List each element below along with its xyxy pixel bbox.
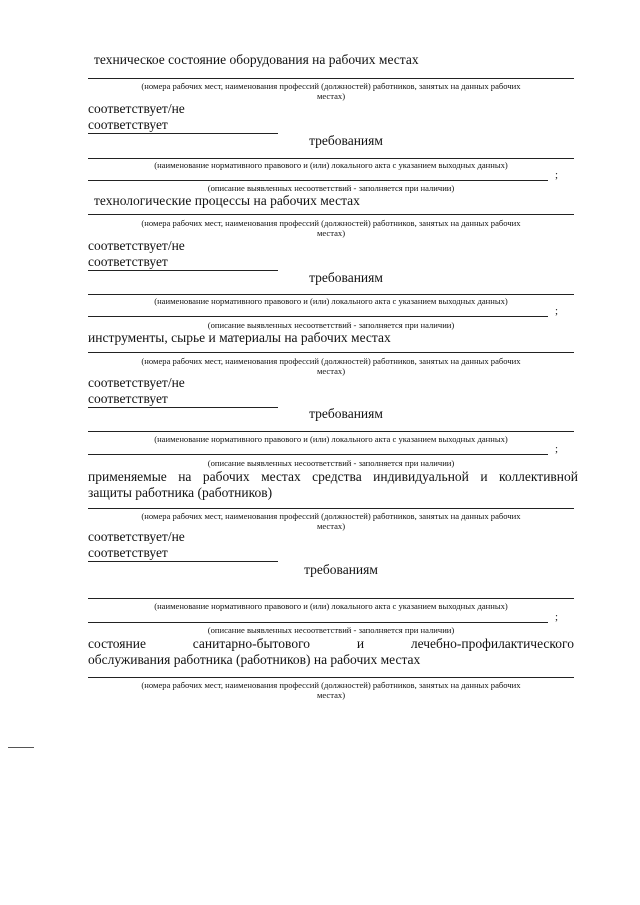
compliance-text <box>88 529 574 562</box>
act-line[interactable] <box>88 431 574 432</box>
form-page: техническое состояние оборудования на рабочих местах (номера рабочих мест, наименования профессий (должностей) работников, занятых на данных рабочих местах) соответствует/не соответствует требованиям (наименование нормативного правового и (или) локального акта с указанием выходных данных) ; (описание выявленных несоответствий - заполняется при наличии) технологические процессы на рабочих местах (номера рабочих мест, наименования профессий (должностей) работников, занятых на данных рабочих местах) соответствует/не соответствует требованиям (наименование нормативного правового и (или) локального акта с указанием выходных данных) ; (описание выявленных несоответствий - заполняется при наличии) инструменты, сырье и материалы на рабочих местах (номера рабочих мест, наименования профессий (должностей) работников, занятых на данных рабочих местах) соответствует/не соответствует требованиям (наименование нормативного правового и (или) локального акта с указанием выходных данных) ; (описание выявленных несоответствий - заполняется при наличии) применяемые на рабочих местах средства индивидуальной и коллективной защиты работника (работников) (номера рабочих мест, наименования профессий (должностей) работников, занятых на данных рабочих местах) соответствует/не соответствует требованиям (наименование нормативного правового и (или) локального акта с указанием выходных данных) ; (описание выявленных несоответствий - заполняется при наличии) состояние санитарно-бытового и лечебно-профилактического обслуживания работника (работников) на рабочих местах (номера рабочих мест, наименования профессий (должностей) работников, занятых на данных рабочих местах) <box>0 0 640 905</box>
compliance-text <box>88 101 574 134</box>
workplaces-line[interactable] <box>88 352 574 353</box>
compliance-text <box>88 375 574 408</box>
section-heading-line1: применяемые на рабочих местах средства индивидуальной и коллективной <box>88 469 578 484</box>
discrepancy-line[interactable] <box>88 180 548 181</box>
discrepancy-caption: (описание выявленных несоответствий - заполняется при наличии) <box>207 320 455 330</box>
compliance-line2: соответствует <box>88 391 278 408</box>
section-equipment <box>88 52 574 68</box>
workplaces-caption: (номера рабочих мест, наименования профессий (должностей) работников, занятых на данных рабочих местах) <box>141 218 521 238</box>
section-protection <box>88 469 578 501</box>
section-heading-line1: состояние санитарно-бытового и лечебно-профилактического <box>88 636 574 651</box>
workplaces-caption: (номера рабочих мест, наименования профессий (должностей) работников, занятых на данных рабочих местах) <box>141 81 521 101</box>
act-caption: (наименование нормативного правового и (или) локального акта с указанием выходных данных) <box>154 296 508 306</box>
compliance-line1: соответствует/не <box>88 529 185 544</box>
compliance-line1: соответствует/не <box>88 238 185 253</box>
act-line[interactable] <box>88 598 574 599</box>
act-line[interactable] <box>88 294 574 295</box>
compliance-line2: соответствует <box>88 117 278 134</box>
compliance-line1: соответствует/не <box>88 375 185 390</box>
section-heading-line2: обслуживания работника (работников) на рабочих местах <box>88 652 421 667</box>
compliance-text <box>88 238 574 271</box>
discrepancy-line[interactable] <box>88 454 548 455</box>
workplaces-caption: (номера рабочих мест, наименования профессий (должностей) работников, занятых на данных рабочих местах) <box>141 680 521 700</box>
section-processes <box>88 193 574 209</box>
workplaces-line[interactable] <box>88 214 574 215</box>
workplaces-line[interactable] <box>88 508 574 509</box>
act-caption: (наименование нормативного правового и (или) локального акта с указанием выходных данных) <box>154 160 508 170</box>
workplaces-caption: (номера рабочих мест, наименования профессий (должностей) работников, занятых на данных рабочих местах) <box>141 511 521 531</box>
section-heading: технологические процессы на рабочих местах <box>94 193 360 208</box>
compliance-line2: соответствует <box>88 545 278 562</box>
section-heading-line2: защиты работника (работников) <box>88 485 273 500</box>
discrepancy-line[interactable] <box>88 622 548 623</box>
discrepancy-caption: (описание выявленных несоответствий - заполняется при наличии) <box>207 183 455 193</box>
compliance-line1: соответствует/не <box>88 101 185 116</box>
section-heading: техническое состояние оборудования на рабочих местах <box>94 52 419 67</box>
section-materials <box>88 330 574 346</box>
margin-mark <box>8 747 34 748</box>
discrepancy-line[interactable] <box>88 316 548 317</box>
discrepancy-caption: (описание выявленных несоответствий - заполняется при наличии) <box>207 458 455 468</box>
workplaces-line[interactable] <box>88 78 574 79</box>
act-caption: (наименование нормативного правового и (или) локального акта с указанием выходных данных) <box>154 434 508 444</box>
act-caption: (наименование нормативного правового и (или) локального акта с указанием выходных данных) <box>154 601 508 611</box>
section-sanitary <box>88 636 574 668</box>
discrepancy-caption: (описание выявленных несоответствий - заполняется при наличии) <box>207 625 455 635</box>
requirements-label: требованиям <box>309 133 383 148</box>
section-heading: инструменты, сырье и материалы на рабочих местах <box>88 330 391 345</box>
requirements-label: требованиям <box>309 270 383 285</box>
workplaces-line[interactable] <box>88 677 574 678</box>
workplaces-caption: (номера рабочих мест, наименования профессий (должностей) работников, занятых на данных рабочих местах) <box>141 356 521 376</box>
compliance-line2: соответствует <box>88 254 278 271</box>
act-line[interactable] <box>88 158 574 159</box>
requirements-label: требованиям <box>304 562 378 577</box>
requirements-label: требованиям <box>309 406 383 421</box>
